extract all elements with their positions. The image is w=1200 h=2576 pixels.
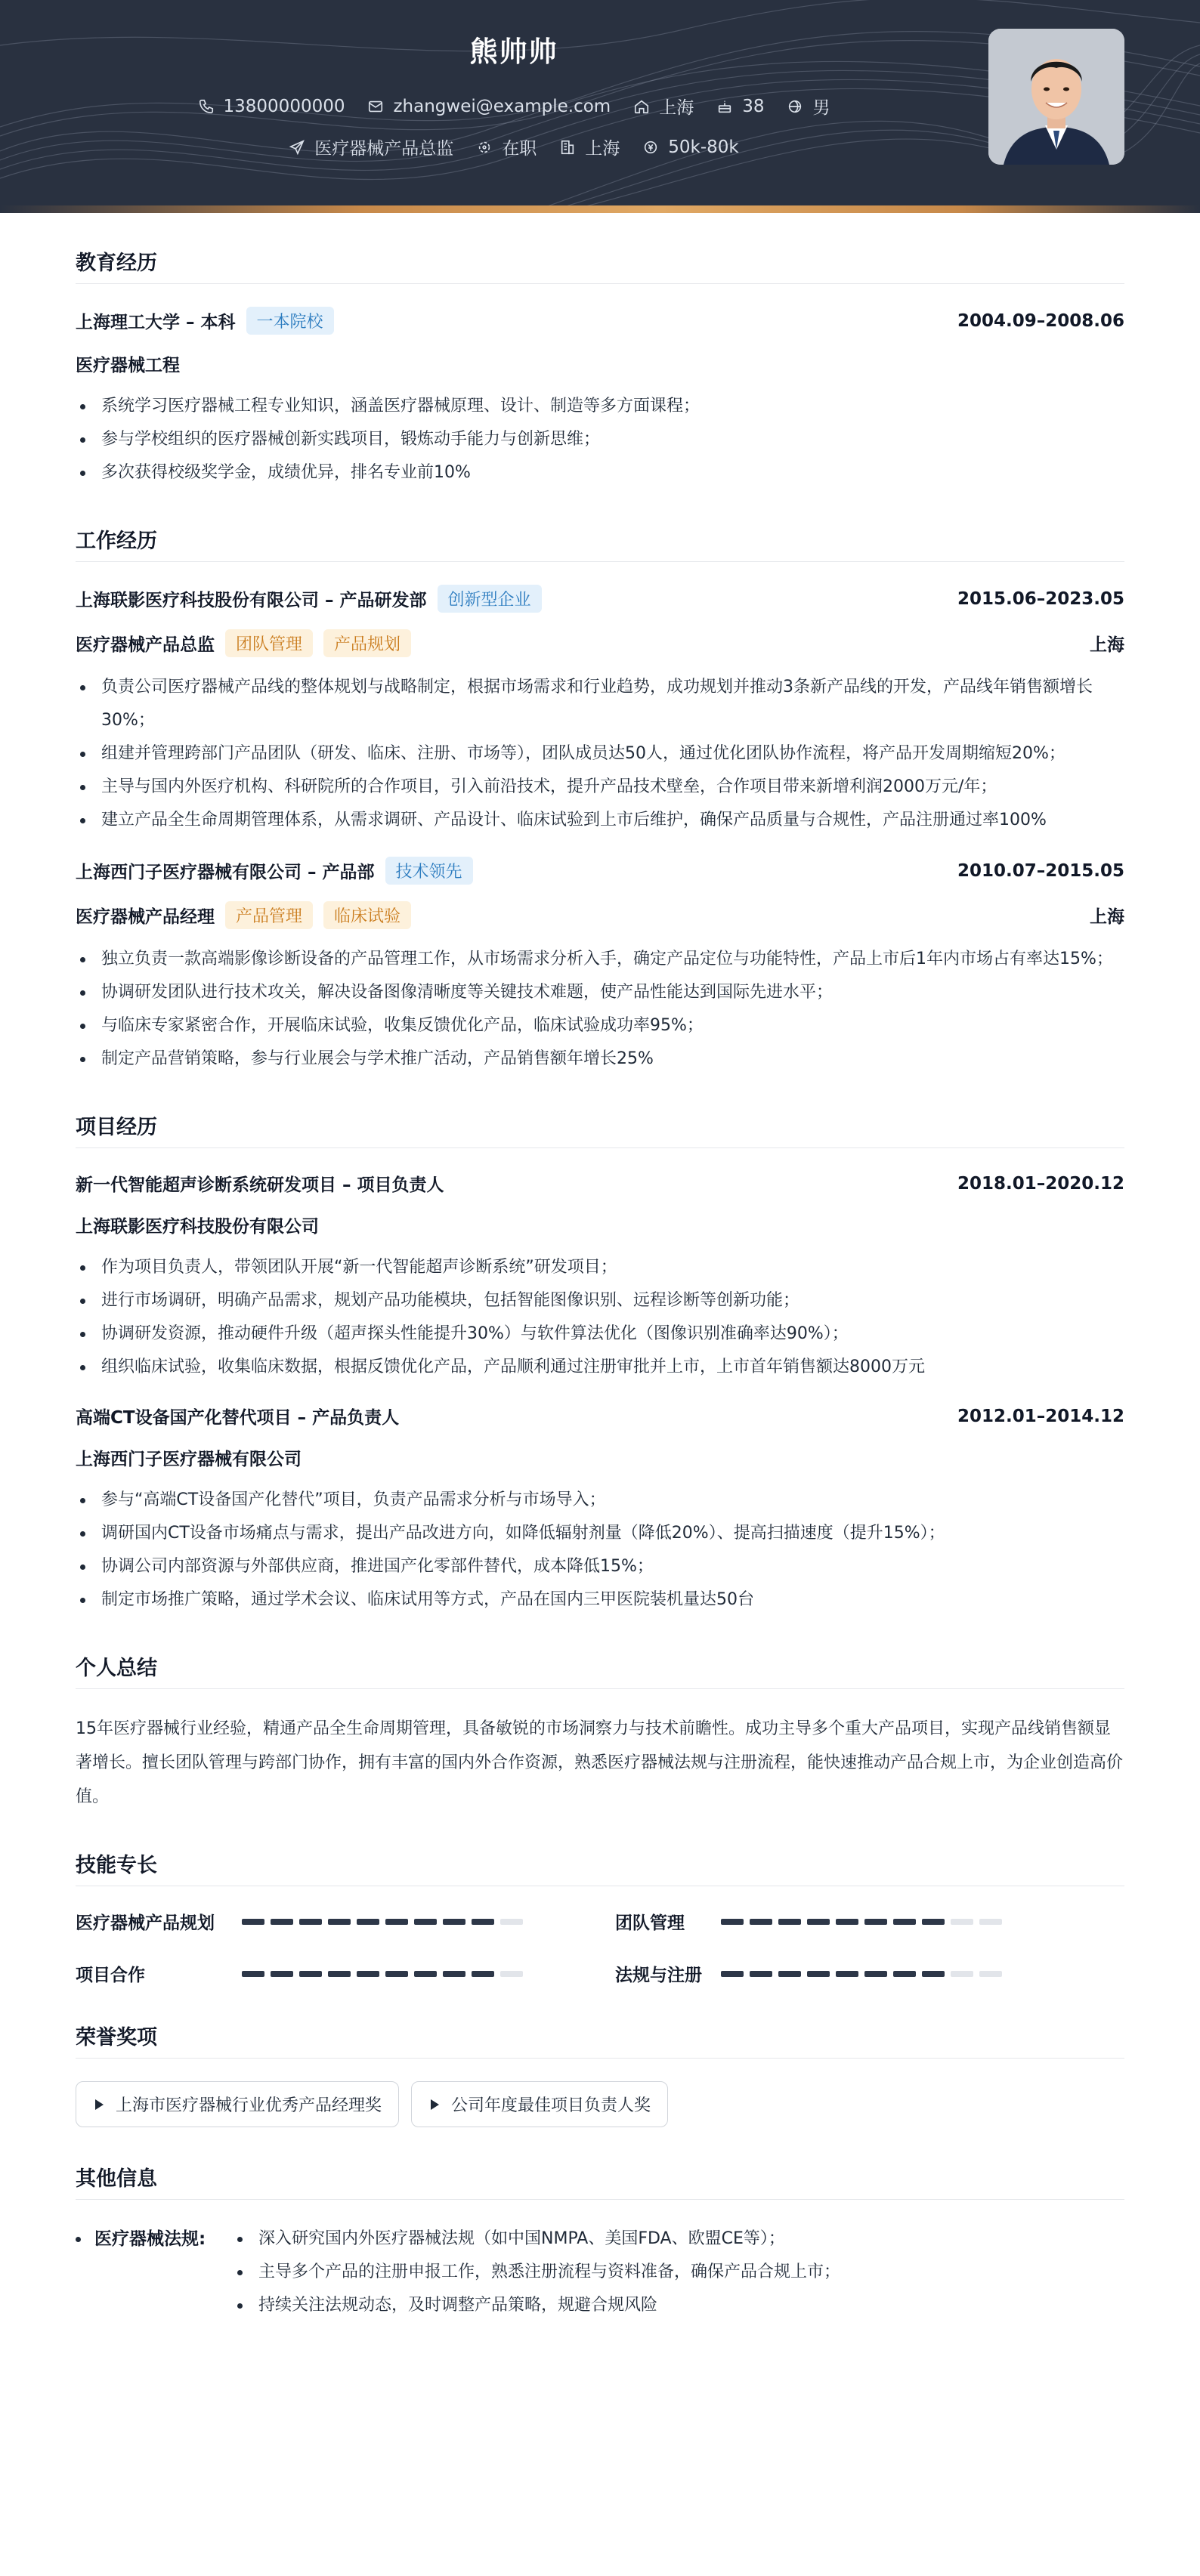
skill-level-segment-filled — [750, 1919, 772, 1925]
list-item: 进行市场调研，明确产品需求，规划产品功能模块，包括智能图像识别、远程诊断等创新功能； — [76, 1284, 1124, 1317]
skill-item — [76, 1961, 585, 1986]
skill-level-bar — [721, 1919, 1002, 1925]
skill-level-segment-filled — [271, 1971, 293, 1977]
award-item — [76, 2081, 399, 2127]
company-tag: 技术领先 — [385, 857, 473, 885]
list-item: 协调研发资源，推动硬件升级（超声探头性能提升30%）与软件算法优化（图像识别准确率达90%）； — [76, 1317, 1124, 1351]
education-bullets — [76, 390, 1124, 490]
skill-level-segment-filled — [836, 1971, 858, 1977]
work-date: 2015.06–2023.05 — [957, 588, 1124, 609]
skills-grid — [76, 1909, 1124, 1986]
list-item: 制定产品营销策略，参与行业展会与学术推广活动，产品销售额年增长25% — [76, 1042, 1124, 1076]
project-bullets — [76, 1484, 1124, 1617]
skill-level-segment-filled — [443, 1919, 465, 1925]
list-item: 建立产品全生命周期管理体系，从需求调研、产品设计、临床试验到上市后维护，确保产品质量与合规性，产品注册通过率100% — [76, 804, 1124, 837]
skill-level-segment-empty — [500, 1971, 523, 1977]
skill-level-segment-filled — [922, 1919, 945, 1925]
skill-level-segment-filled — [864, 1971, 887, 1977]
other-bullets — [233, 2222, 840, 2322]
section-title: 荣誉奖项 — [76, 2021, 1124, 2059]
list-item: 主导多个产品的注册申报工作，熟悉注册流程与资料准备，确保产品合规上市； — [233, 2256, 840, 2289]
skill-level-segment-empty — [979, 1971, 1002, 1977]
list-item: 系统学习医疗器械工程专业知识，涵盖医疗器械原理、设计、制造等多方面课程； — [76, 390, 1124, 423]
skills-section — [76, 1849, 1124, 1986]
phone-icon — [198, 98, 215, 115]
skill-level-segment-filled — [864, 1919, 887, 1925]
project-bullets — [76, 1251, 1124, 1384]
skill-level-segment-filled — [778, 1919, 801, 1925]
avatar — [988, 29, 1124, 165]
gender-icon — [787, 98, 803, 115]
skill-name: 医疗器械产品规划 — [76, 1913, 215, 1933]
project-section — [76, 1110, 1124, 1617]
avatar-portrait — [988, 29, 1124, 165]
salary-text: 50k-80k — [668, 137, 739, 157]
skill-level-segment-empty — [500, 1919, 523, 1925]
work-section — [76, 524, 1124, 1076]
home-icon — [633, 98, 650, 115]
awards-list — [76, 2081, 1124, 2127]
city-info — [633, 94, 694, 119]
skill-level-segment-filled — [721, 1971, 744, 1977]
education-date: 2004.09–2008.06 — [957, 310, 1124, 331]
salary-info — [642, 137, 738, 157]
skill-level-segment-filled — [328, 1971, 351, 1977]
skill-level-bar — [721, 1971, 1002, 1977]
skill-level-segment-filled — [922, 1971, 945, 1977]
skill-name: 法规与注册 — [615, 1966, 702, 1985]
gender-text: 男 — [812, 98, 830, 118]
mail-icon — [367, 98, 384, 115]
skill-item — [615, 1961, 1124, 1986]
list-item: 独立负责一款高端影像诊断设备的产品管理工作，从市场需求分析入手，确定产品定位与功能特性，产品上市后1年内市场占有率达15%； — [76, 943, 1124, 976]
skill-level-segment-filled — [357, 1971, 379, 1977]
other-info — [76, 2222, 1124, 2322]
section-title: 技能专长 — [76, 1849, 1124, 1886]
school-name: 上海理工大学 – 本科 — [76, 313, 236, 332]
project-name: 新一代智能超声诊断系统研发项目 – 项目负责人 — [76, 1175, 444, 1195]
work-location: 上海 — [1090, 907, 1124, 927]
email-info — [367, 97, 611, 116]
skill-level-segment-filled — [721, 1919, 744, 1925]
skill-item — [76, 1909, 585, 1934]
skill-level-segment-filled — [299, 1971, 322, 1977]
list-item: 调研国内CT设备市场痛点与需求，提出产品改进方向，如降低辐射剂量（降低20%）、提高扫描速度（提升15%）； — [76, 1517, 1124, 1550]
skill-level-segment-filled — [893, 1971, 916, 1977]
skill-tag: 产品规划 — [323, 629, 411, 657]
awards-section — [76, 2021, 1124, 2127]
skill-level-segment-filled — [299, 1919, 322, 1925]
skill-level-segment-filled — [807, 1919, 830, 1925]
summary-section — [76, 1651, 1124, 1814]
status-info — [476, 134, 537, 159]
list-item: 深入研究国内外医疗器械法规（如中国NMPA、美国FDA、欧盟CE等）； — [233, 2222, 840, 2256]
target-job-info — [289, 134, 453, 159]
skill-name: 团队管理 — [615, 1913, 685, 1933]
skill-level-segment-filled — [385, 1971, 408, 1977]
award-label: 公司年度最佳项目负责人奖 — [451, 2096, 651, 2115]
skill-level-segment-empty — [951, 1971, 973, 1977]
list-item: 主导与国内外医疗机构、科研院所的合作项目，引入前沿技术，提升产品技术壁垒，合作项目带来新增利润2000万元/年； — [76, 771, 1124, 804]
list-item: 参与“高端CT设备国产化替代”项目，负责产品需求分析与市场导入； — [76, 1484, 1124, 1517]
skill-tag: 团队管理 — [225, 629, 313, 657]
work-location: 上海 — [1090, 635, 1124, 655]
play-icon — [428, 2099, 441, 2111]
award-item — [411, 2081, 668, 2127]
section-title: 工作经历 — [76, 524, 1124, 562]
list-item: 制定市场推广策略，通过学术会议、临床试用等方式，产品在国内三甲医院装机量达50台 — [76, 1583, 1124, 1617]
company-name: 上海西门子医疗器械有限公司 – 产品部 — [76, 863, 375, 882]
phone-info — [198, 97, 345, 116]
list-item: 协调研发团队进行技术攻关，解决设备图像清晰度等关键技术难题，使产品性能达到国际先进水平； — [76, 976, 1124, 1009]
project-company: 上海联影医疗科技股份有限公司 — [76, 1217, 319, 1237]
skill-level-segment-filled — [807, 1971, 830, 1977]
skill-level-segment-empty — [979, 1919, 1002, 1925]
project-company: 上海西门子医疗器械有限公司 — [76, 1450, 302, 1469]
project-entry — [76, 1404, 1124, 1617]
resume-content — [0, 246, 1200, 2322]
skill-level-segment-filled — [472, 1919, 494, 1925]
skill-level-segment-filled — [472, 1971, 494, 1977]
skill-level-segment-filled — [778, 1971, 801, 1977]
education-entry — [76, 307, 1124, 490]
email-text: zhangwei@example.com — [393, 96, 611, 116]
skill-item — [615, 1909, 1124, 1934]
gender-info — [787, 94, 830, 119]
skill-level-segment-filled — [328, 1919, 351, 1925]
skill-level-segment-filled — [385, 1919, 408, 1925]
target-city-info — [559, 134, 620, 159]
list-item: 负责公司医疗器械产品线的整体规划与战略制定，根据市场需求和行业趋势，成功规划并推动3条新产品线的开发，产品线年销售额增长30%； — [76, 671, 1124, 737]
header-accent-bar — [0, 205, 1200, 213]
city-text: 上海 — [659, 98, 694, 118]
money-icon — [642, 139, 659, 156]
skill-level-segment-filled — [414, 1971, 437, 1977]
project-date: 2012.01–2014.12 — [957, 1406, 1124, 1426]
target-city-text: 上海 — [585, 139, 620, 159]
age-info — [716, 97, 764, 116]
list-item: 作为项目负责人，带领团队开展“新一代智能超声诊断系统”研发项目； — [76, 1251, 1124, 1284]
target-job-text: 医疗器械产品总监 — [314, 139, 454, 159]
skill-level-segment-filled — [893, 1919, 916, 1925]
list-item: 协调公司内部资源与外部供应商，推进国产化零部件替代，成本降低15%； — [76, 1550, 1124, 1583]
work-bullets — [76, 671, 1124, 837]
company-name: 上海联影医疗科技股份有限公司 – 产品研发部 — [76, 591, 427, 610]
position-name: 医疗器械产品经理 — [76, 907, 215, 927]
summary-text: 15年医疗器械行业经验，精通产品全生命周期管理，具备敏锐的市场洞察力与技术前瞻性。成功主导多个重大产品项目，实现产品线销售额显著增长。擅长团队管理与跨部门协作，拥有丰富的国内外合作资源，熟悉医疗器械法规与注册流程，能快速推动产品合规上市，为企业创造高价值。 — [76, 1719, 1124, 1806]
cake-icon — [716, 98, 733, 115]
skill-name: 项目合作 — [76, 1966, 145, 1985]
other-key-label: 医疗器械法规: — [94, 2229, 206, 2249]
skill-level-bar — [242, 1919, 523, 1925]
project-name: 高端CT设备国产化替代项目 – 产品负责人 — [76, 1408, 400, 1428]
list-item: 多次获得校级奖学金，成绩优异，排名专业前10% — [76, 456, 1124, 490]
skill-level-segment-filled — [242, 1971, 264, 1977]
skill-level-bar — [242, 1971, 523, 1977]
skill-level-segment-filled — [271, 1919, 293, 1925]
age-text: 38 — [742, 96, 765, 116]
skill-level-segment-filled — [836, 1919, 858, 1925]
section-title: 项目经历 — [76, 1110, 1124, 1148]
work-date: 2010.07–2015.05 — [957, 860, 1124, 881]
major-name: 医疗器械工程 — [76, 356, 180, 375]
other-key — [76, 2222, 219, 2322]
skill-tag: 产品管理 — [225, 901, 313, 929]
phone-text: 13800000000 — [223, 96, 345, 116]
play-icon — [93, 2099, 105, 2111]
send-icon — [289, 139, 305, 156]
project-entry — [76, 1171, 1124, 1384]
building-icon — [559, 139, 576, 156]
school-tag: 一本院校 — [246, 307, 334, 335]
list-item: 参与学校组织的医疗器械创新实践项目，锻炼动手能力与创新思维； — [76, 423, 1124, 456]
project-date: 2018.01–2020.12 — [957, 1173, 1124, 1194]
work-entry — [76, 857, 1124, 1076]
position-name: 医疗器械产品总监 — [76, 635, 215, 655]
section-title: 教育经历 — [76, 246, 1124, 284]
list-item: 与临床专家紧密合作，开展临床试验，收集反馈优化产品，临床试验成功率95%； — [76, 1009, 1124, 1042]
skill-tag: 临床试验 — [323, 901, 411, 929]
status-icon — [476, 139, 493, 156]
list-item: 组建并管理跨部门产品团队（研发、临床、注册、市场等），团队成员达50人，通过优化团队协作流程，将产品开发周期缩短20%； — [76, 737, 1124, 771]
work-bullets — [76, 943, 1124, 1076]
list-item: 持续关注法规动态，及时调整产品策略，规避合规风险 — [233, 2289, 840, 2322]
contact-info-row — [0, 94, 1028, 119]
section-title: 其他信息 — [76, 2162, 1124, 2200]
education-section — [76, 246, 1124, 490]
status-text: 在职 — [502, 139, 537, 159]
candidate-name: 熊帅帅 — [469, 36, 558, 68]
skill-level-segment-empty — [951, 1919, 973, 1925]
skill-level-segment-filled — [750, 1971, 772, 1977]
work-entry — [76, 585, 1124, 837]
job-info-row — [0, 134, 1028, 159]
skill-level-segment-filled — [357, 1919, 379, 1925]
skill-level-segment-filled — [242, 1919, 264, 1925]
list-item: 组织临床试验，收集临床数据，根据反馈优化产品，产品顺利通过注册审批并上市，上市首年销售额达8000万元 — [76, 1351, 1124, 1384]
skill-level-segment-filled — [414, 1919, 437, 1925]
bullet-dot — [76, 2237, 81, 2242]
section-title: 个人总结 — [76, 1651, 1124, 1689]
award-label: 上海市医疗器械行业优秀产品经理奖 — [116, 2096, 382, 2115]
resume-header — [0, 0, 1200, 213]
company-tag: 创新型企业 — [438, 585, 542, 613]
other-section — [76, 2162, 1124, 2322]
skill-level-segment-filled — [443, 1971, 465, 1977]
